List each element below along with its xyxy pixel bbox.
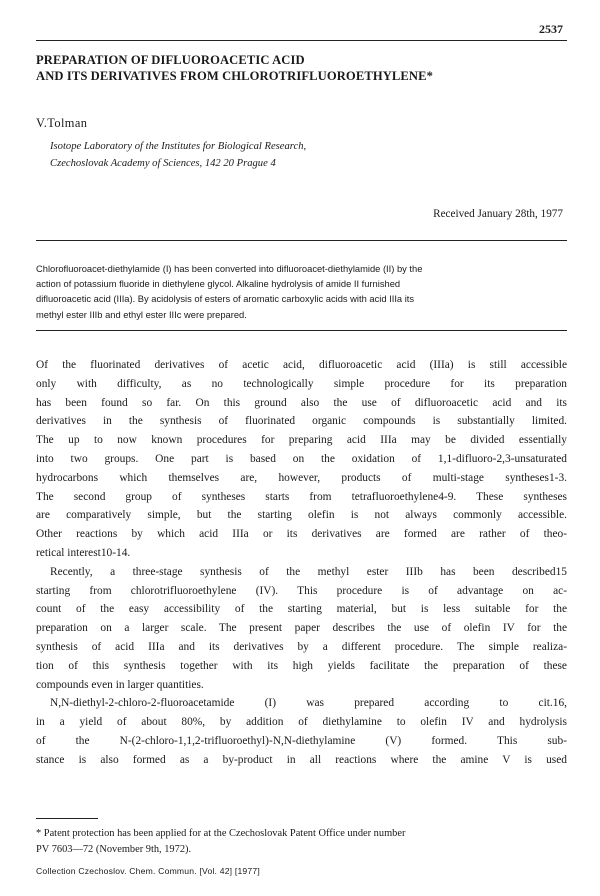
body-line: stance is also formed as a by-product in all reactions where the amine V is used <box>36 753 567 766</box>
body-line: starting from chlorotrifluoroethylene (IV). This procedure is of advantage on ac- <box>36 584 567 597</box>
page-number: 2537 <box>539 22 563 36</box>
header-rule <box>36 40 567 41</box>
body-line: N,N-diethyl-2-chloro-2-fluoroacetamide (I) was prepared according to cit.16, <box>50 697 567 710</box>
abstract-line: action of potassium fluoride in diethylene glycol. Alkaline hydrolysis of amide II furnished <box>36 279 401 290</box>
body-line: hydrocarbons which themselves are, however, products of multi-stage syntheses1-3. <box>36 471 567 484</box>
body-line: Recently, a three-stage synthesis of the methyl ester IIIb has been described15 <box>50 565 567 578</box>
body-line: derivatives in the synthesis of fluorinated organic compounds is substantially limited. <box>36 415 567 428</box>
body-line: The second group of syntheses starts from tetrafluoroethylene4-9. These syntheses <box>36 490 567 503</box>
body-line: only with difficulty, as no technologically simple procedure for its preparation <box>36 377 567 390</box>
body-line: count of the easy accessibility of the starting material, but is less suitable for the <box>36 603 567 616</box>
abstract <box>36 262 567 323</box>
body-line: into two groups. One part is based on the oxidation of 1,1-difluoro-2,3-unsaturated <box>36 452 567 465</box>
body-line: The up to now known procedures for preparing acid IIIa may be divided essentially <box>36 434 567 447</box>
title-line: PREPARATION OF DIFLUOROACETIC ACID <box>36 53 305 67</box>
body-line: tion of this synthesis together with its high yields facilitate the preparation of these <box>36 659 567 672</box>
footnote-line: PV 7603—72 (November 9th, 1972). <box>36 843 192 855</box>
body-line: has been found so far. On this ground also the use of difluoroacetic acid and its <box>36 396 567 409</box>
body-line: compounds even in larger quantities. <box>36 678 204 691</box>
footnote-line: * Patent protection has been applied for at the Czechoslovak Patent Office under number <box>36 828 406 839</box>
article-title <box>36 52 567 84</box>
abstract-line: Chlorofluoroacet-diethylamide (I) has been converted into difluoroacet-diethylamide (II) by the <box>36 264 423 274</box>
affiliation-line: Czechoslovak Academy of Sciences, 142 20 Prague 4 <box>50 158 276 169</box>
body-line: are comparatively simple, but the starting olefin is not always commonly accessible. <box>36 509 567 522</box>
body-line: Of the fluorinated derivatives of acetic acid, difluoroacetic acid (IIIa) is still accessible <box>36 359 567 371</box>
abstract-line: difluoroacetic acid (IIIa). By acidolysis of esters of aromatic carboxylic acids with acid IIIa its <box>36 294 415 305</box>
body-line: of the N-(2-chloro-1,1,2-trifluoroethyl)-N,N-diethylamine (V) formed. This sub- <box>36 734 567 747</box>
abstract-line: methyl ester IIIb and ethyl ester IIIc were prepared. <box>36 309 247 320</box>
title-line: AND ITS DERIVATIVES FROM CHLOROTRIFLUOROETHYLENE* <box>36 69 434 83</box>
abstract-bottom-rule <box>36 330 567 331</box>
body-text <box>36 356 567 770</box>
body-line: synthesis of acid IIIa and its derivatives by a different procedure. The simple realiza- <box>36 640 567 653</box>
footnote-rule <box>36 818 98 819</box>
body-line: Other reactions by which acid IIIa or its derivatives are formed are rather of theo- <box>36 528 567 541</box>
author-affiliation <box>50 138 550 172</box>
body-line: retical interest10-14. <box>36 546 131 559</box>
footnote <box>36 826 567 857</box>
abstract-top-rule <box>36 240 567 241</box>
received-date: Received January 28th, 1977 <box>433 208 563 220</box>
journal-footer: Collection Czechoslov. Chem. Commun. [Vol. 42] [1977] <box>36 866 260 876</box>
author-name: V.Tolman <box>36 116 88 130</box>
affiliation-line: Isotope Laboratory of the Institutes for Biological Research, <box>50 141 307 152</box>
body-line: preparation on a larger scale. The present paper describes the use of olefin IV for the <box>36 622 567 635</box>
body-line: in a yield of about 80%, by addition of diethylamine to olefin IV and hydrolysis <box>36 716 567 729</box>
